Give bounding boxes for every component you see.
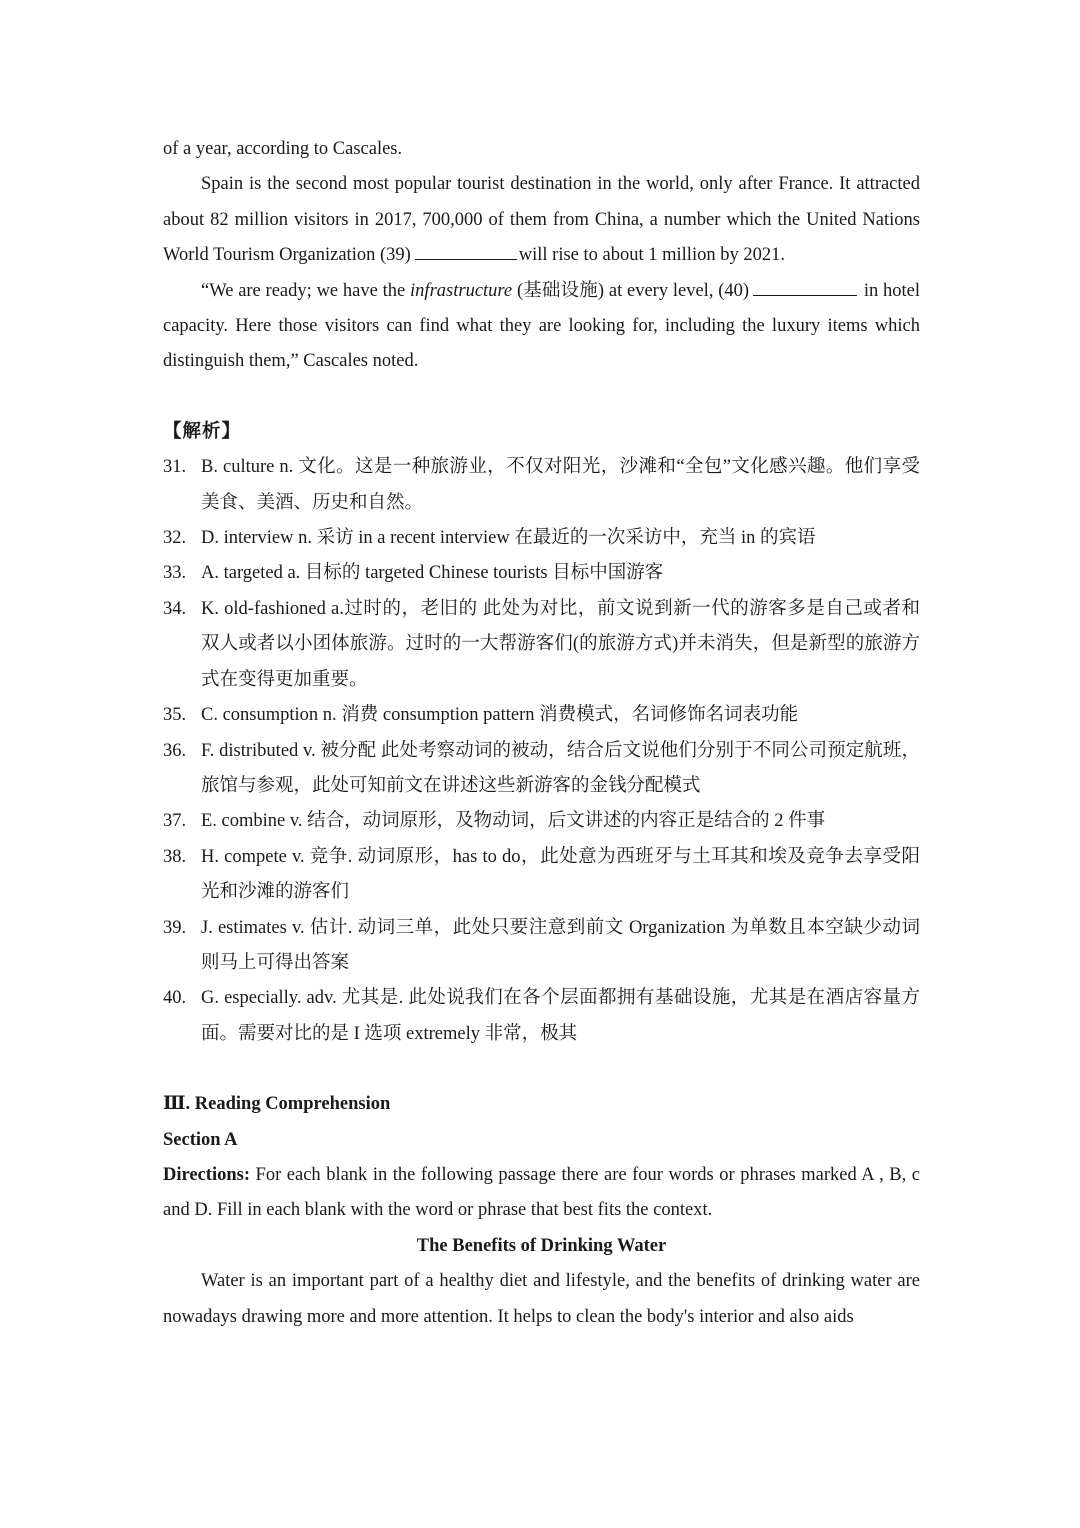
reading-paragraph-1: Water is an important part of a healthy diet and lifestyle, and the benefits of drinking water are nowadays drawing more and more attention. It helps to clean the body's interior and also aids bbox=[163, 1271, 920, 1327]
section-heading: Section A bbox=[163, 1129, 238, 1150]
item-text: B. culture n. 文化。这是一种旅游业，不仅对阳光，沙滩和“全包”文化感兴趣。他们享受美食、美酒、历史和自然。 bbox=[201, 457, 920, 513]
analysis-item bbox=[163, 556, 920, 591]
directions bbox=[163, 1158, 920, 1229]
item-number: 31. bbox=[163, 457, 187, 478]
answer-blank-40[interactable] bbox=[753, 295, 857, 296]
passage-paragraph-2-text: Spain is the second most popular tourist destination in the world, only after France. It attracted about 82 million visitors in 2017, 700,000 of them from China, a number which the United Nations World Tourism Organization (39) bbox=[163, 174, 920, 266]
item-text: G. especially. adv. 尤其是. 此处说我们在各个层面都拥有基础设施，尤其是在酒店容量方面。需要对比的是 I 选项 extremely 非常，极其 bbox=[201, 988, 920, 1044]
passage-paragraph-2 bbox=[163, 167, 920, 273]
analysis-item bbox=[163, 804, 920, 839]
item-number: 38. bbox=[163, 846, 187, 867]
item-number: 40. bbox=[163, 988, 187, 1009]
analysis-item bbox=[163, 911, 920, 982]
item-number: 32. bbox=[163, 528, 187, 549]
infrastructure-word: infrastructure bbox=[410, 280, 513, 301]
analysis-item bbox=[163, 521, 920, 556]
passage-paragraph-3-end: in hotel capacity. Here those visitors can find what they are looking for, including the luxury items which distinguish them,” Cascales noted. bbox=[163, 280, 921, 372]
item-text: H. compete v. 竞争. 动词原形，has to do，此处意为西班牙与土耳其和埃及竞争去享受阳光和沙滩的游客们 bbox=[201, 846, 920, 903]
analysis-item bbox=[163, 840, 920, 911]
item-number: 39. bbox=[163, 917, 187, 938]
spacer bbox=[163, 380, 920, 415]
item-number: 36. bbox=[163, 740, 187, 761]
item-text: D. interview n. 采访 in a recent interview 在最近的一次采访中，充当 in 的宾语 bbox=[201, 528, 816, 549]
item-number: 34. bbox=[163, 598, 187, 619]
directions-label: Directions: bbox=[163, 1164, 250, 1185]
passage-line-carry: of a year, according to Cascales. bbox=[163, 139, 403, 159]
analysis-item bbox=[163, 450, 920, 521]
item-number: 33. bbox=[163, 563, 187, 584]
directions-text: For each blank in the following passage there are four words or phrases marked A , B, c and D. Fill in each blank with the word or phrase that best fits the context. bbox=[163, 1164, 920, 1221]
item-number: 37. bbox=[163, 811, 187, 832]
passage-paragraph-3-mid: (基础设施) at every level, (40) bbox=[516, 280, 750, 301]
item-text: F. distributed v. 被分配 此处考察动词的被动，结合后文说他们分别于不同公司预定航班，旅馆与参观，此处可知前文在讲述这些新游客的金钱分配模式 bbox=[201, 740, 920, 796]
analysis-item bbox=[163, 981, 920, 1052]
analysis-heading: 【解析】 bbox=[163, 421, 242, 442]
analysis-item bbox=[163, 698, 920, 733]
reading-heading: Ⅲ. Reading Comprehension bbox=[163, 1094, 391, 1115]
item-text: A. targeted a. 目标的 targeted Chinese tourists 目标中国游客 bbox=[201, 563, 664, 584]
passage-paragraph-2-end: will rise to about 1 million by 2021. bbox=[518, 245, 785, 266]
answer-blank-39[interactable] bbox=[415, 259, 517, 260]
item-text: J. estimates v. 估计. 动词三单，此处只要注意到前文 Organization 为单数且本空缺少动词则马上可得出答案 bbox=[201, 917, 920, 973]
item-text: E. combine v. 结合，动词原形，及物动词，后文讲述的内容正是结合的 2 件事 bbox=[201, 811, 826, 832]
document-page bbox=[163, 132, 920, 1335]
passage-paragraph-3 bbox=[163, 274, 920, 380]
item-text: C. consumption n. 消费 consumption pattern 消费模式，名词修饰名词表功能 bbox=[201, 705, 799, 726]
passage-paragraph-3-start: “We are ready; we have the bbox=[201, 280, 406, 301]
item-number: 35. bbox=[163, 705, 187, 726]
item-text: K. old-fashioned a.过时的，老旧的 此处为对比，前文说到新一代的游客多是自己或者和双人或者以小团体旅游。过时的一大帮游客们(的旅游方式)并未消失，但是新型的旅游方式在变得更加重要。 bbox=[201, 598, 920, 690]
analysis-item bbox=[163, 592, 920, 698]
analysis-list bbox=[163, 450, 920, 1052]
analysis-item bbox=[163, 734, 920, 805]
passage-title: The Benefits of Drinking Water bbox=[416, 1235, 667, 1256]
spacer bbox=[163, 1052, 920, 1087]
